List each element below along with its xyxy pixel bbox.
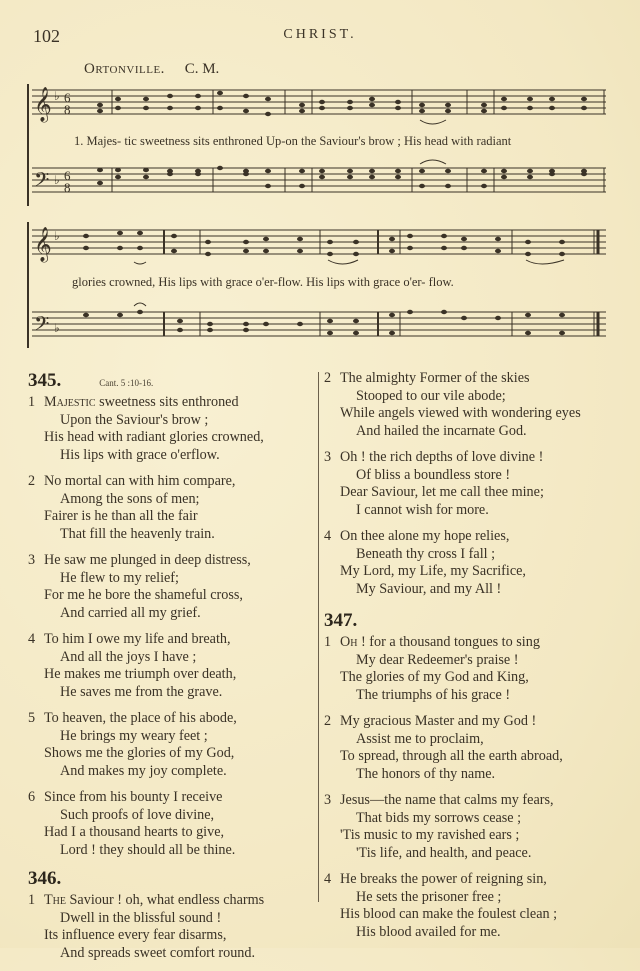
hymn-345-stanza-6: 6 Since from his bounty I receive Such proofs of love divine, Had I a thousand hearts to give, Lord ! they should all be thine. xyxy=(28,789,236,858)
svg-text:𝄞: 𝄞 xyxy=(34,227,52,262)
hymn-345-stanza-2: 2 No mortal can with him compare, Among the sons of men; Fairer is he than all the fair That fill the heavenly train. xyxy=(28,473,236,542)
lyrics-line-2: glories crowned, His lips with grace o'er-flow. His lips with grace o'er- flow. xyxy=(72,275,454,289)
svg-text:♭: ♭ xyxy=(54,89,60,103)
hymn-347-number: 347. xyxy=(324,610,358,631)
hymn-345-scripture-ref: Cant. 5 :10-16. xyxy=(99,378,154,388)
svg-text:♭: ♭ xyxy=(54,173,60,187)
page-number: 102 xyxy=(33,26,60,46)
svg-text:♭: ♭ xyxy=(54,321,60,335)
hymn-347-stanza-1: 1 Oh ! for a thousand tongues to sing My dear Redeemer's praise ! The glories of my God and King, The triumphs of his grace ! xyxy=(324,634,540,703)
svg-text:6: 6 xyxy=(64,90,71,105)
hymn-345-number: 345. Cant. 5 :10-16. xyxy=(28,370,154,391)
left-column xyxy=(28,370,318,971)
hymn-347-stanza-2: 2 My gracious Master and my God ! Assist me to proclaim, To spread, through all the earth abroad, The honors of thy name. xyxy=(324,713,563,782)
column-divider xyxy=(318,372,319,902)
svg-text:𝄞: 𝄞 xyxy=(34,87,52,122)
tune-meter: C. M. xyxy=(184,61,220,77)
hymn-345-stanza-1: 1 Majestic sweetness sits enthroned Upon the Saviour's brow ; His head with radiant glories crowned, His lips with grace o'erflow. xyxy=(28,394,264,463)
music-system-1 xyxy=(0,80,640,210)
svg-text:8: 8 xyxy=(64,102,71,117)
tune-title xyxy=(84,61,219,78)
hymn-347-stanza-3: 3 Jesus—the name that calms my fears, That bids my sorrows cease ; 'Tis music to my ravished ears ; 'Tis life, and health, and peace. xyxy=(324,792,554,861)
hymn-345-stanza-3: 3 He saw me plunged in deep distress, He flew to my relief; For me he bore the shameful cross, And carried all my grief. xyxy=(28,552,251,621)
right-column xyxy=(324,370,624,950)
hymn-347-stanza-4: 4 He breaks the power of reigning sin, He sets the prisoner free ; His blood can make the foulest clean ; His blood availed for me. xyxy=(324,871,558,940)
hymn-346-stanza-3: 3 Oh ! the rich depths of love divine ! Of bliss a boundless store ! Dear Saviour, let me call thee mine; I cannot wish for more. xyxy=(324,449,544,518)
svg-text:𝄢: 𝄢 xyxy=(34,168,50,196)
hymn-346-number: 346. xyxy=(28,868,62,889)
hymn-345-stanza-5: 5 To heaven, the place of his abode, He brings my weary feet ; Shows me the glories of my God, And makes my joy complete. xyxy=(28,710,237,779)
hymn-346-stanza-2: 2 The almighty Former of the skies Stooped to our vile abode; While angels viewed with wondering eyes And hailed the incarnate God. xyxy=(324,370,581,439)
svg-text:♭: ♭ xyxy=(54,229,60,243)
hymn-346-stanza-4: 4 On thee alone my hope relies, Beneath thy cross I fall ; My Lord, my Life, my Sacrifice, My Saviour, and my All ! xyxy=(324,528,526,597)
music-system-2 xyxy=(0,218,640,354)
svg-text:𝄢: 𝄢 xyxy=(34,312,50,340)
hymn-345-stanza-4: 4 To him I owe my life and breath, And all the joys I have ; He makes me triumph over death, He saves me from the grave. xyxy=(28,631,237,700)
hymn-346-stanza-1: 1 The Saviour ! oh, what endless charms Dwell in the blissful sound ! Its influence every fear disarms, And spreads sweet comfort round. xyxy=(28,892,265,961)
svg-text:8: 8 xyxy=(64,180,71,195)
tune-name: Ortonville. xyxy=(84,61,165,77)
running-head: CHRIST. xyxy=(283,27,357,42)
svg-text:6: 6 xyxy=(64,168,71,183)
lyrics-line-1: 1. Majes- tic sweetness sits enthroned Up-on the Saviour's brow ; His head with radiant xyxy=(74,134,512,148)
